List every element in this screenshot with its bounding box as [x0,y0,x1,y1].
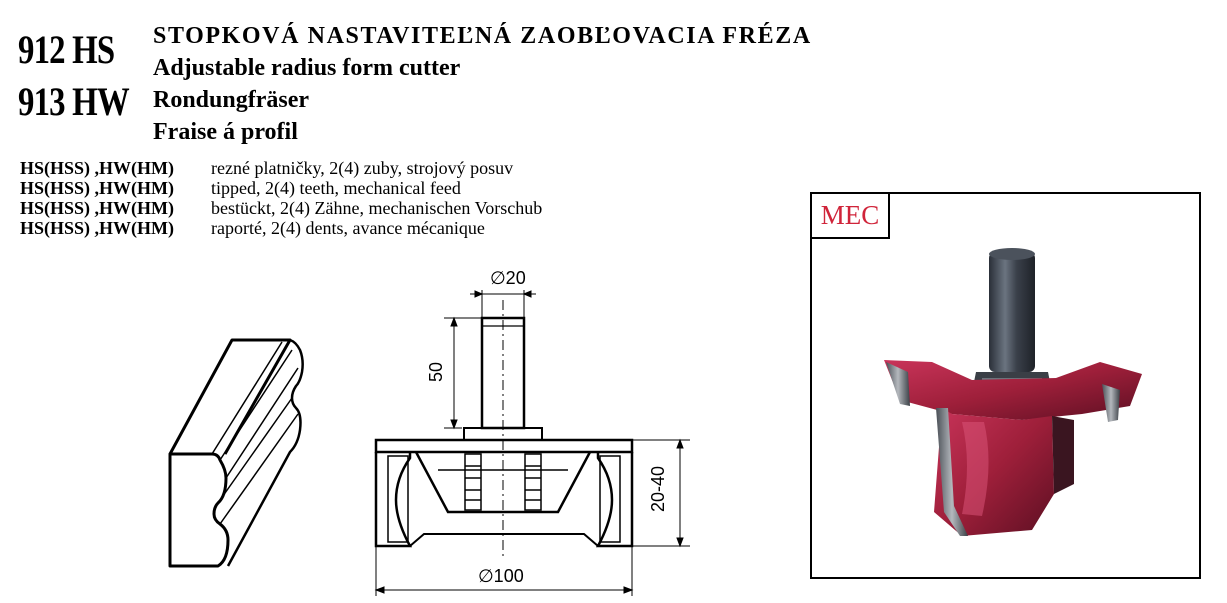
spec-text: rezné platničky, 2(4) zuby, strojový posuv [211,158,514,178]
spec-text: tipped, 2(4) teeth, mechanical feed [211,178,461,198]
dimension-shank-length: 50 [426,361,446,382]
title-slovak: STOPKOVÁ NASTAVITEĽNÁ ZAOBĽOVACIA FRÉZA [153,23,812,49]
dimension-height-range: 20-40 [648,465,668,512]
dimension-shank-diameter: ∅20 [490,268,526,288]
cutter-section-drawing [376,290,690,596]
product-code-hs: 912 HS [18,27,115,72]
product-code-hw: 913 HW [18,79,129,124]
spec-key: HS(HSS) ,HW(HM) [20,158,175,178]
title-german: Rondungfräser [153,87,310,113]
brand-label-box [812,194,890,239]
spec-key: HS(HSS) ,HW(HM) [20,178,175,198]
cutter-photo [812,194,1199,577]
title-english: Adjustable radius form cutter [153,55,461,81]
brand-label: MEC [820,200,880,230]
product-photo-frame [810,192,1201,579]
cutter-shank [989,252,1035,372]
title-french: Fraise á profil [153,119,298,145]
dimension-cutter-diameter: ∅100 [478,566,524,586]
spec-text: bestückt, 2(4) Zähne, mechanischen Vorschub [211,198,543,218]
spec-key: HS(HSS) ,HW(HM) [20,198,175,218]
spec-key: HS(HSS) ,HW(HM) [20,218,175,238]
spec-text: raporté, 2(4) dents, avance mécanique [211,218,485,238]
workpiece-profile-drawing [170,340,303,566]
